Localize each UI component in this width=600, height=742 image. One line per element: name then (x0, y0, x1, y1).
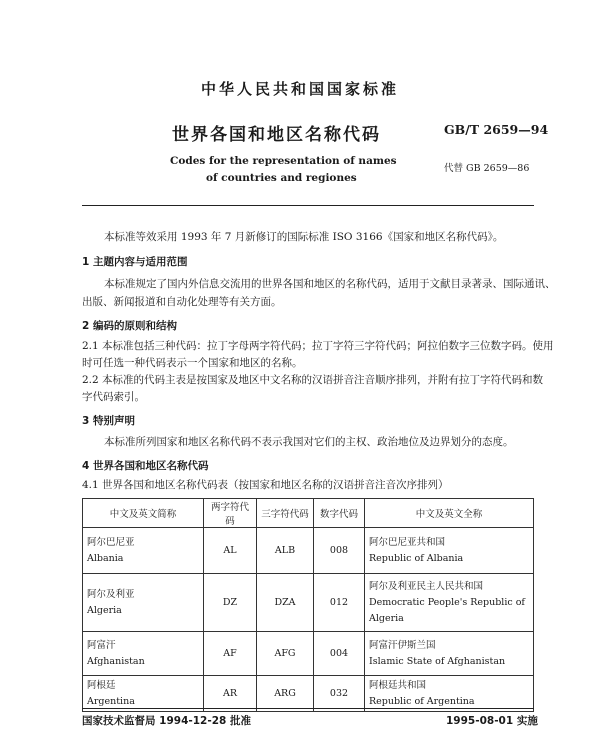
alpha3-code: ALB (257, 528, 314, 574)
alpha2-code: AL (204, 528, 257, 574)
footer-rule (82, 708, 534, 709)
col-header-full-name: 中文及英文全称 (365, 499, 534, 528)
table-row (83, 528, 534, 574)
short-name-cell (83, 632, 204, 676)
section-2-2-line1: 2.2 本标准的代码主表是按国家及地区中文名称的汉语拼音注音顺序排列，并附有拉丁字符代码和数 (82, 374, 544, 386)
table-header-row (83, 499, 534, 528)
full-name-line: Democratic People's Republic of (369, 596, 525, 608)
section-1-heading: 1 主题内容与适用范围 (82, 256, 188, 268)
issued-by: 国家技术监督局 1994-12-28 批准 (82, 715, 251, 727)
alpha3-code: DZA (257, 574, 314, 632)
intro-paragraph: 本标准等效采用 1993 年 7 月新修订的国际标准 ISO 3166《国家和地区名称代码》。 (104, 231, 504, 243)
full-name-line: 阿根廷共和国 (369, 679, 427, 691)
alpha3-code: AFG (257, 632, 314, 676)
standard-org-title: 中华人民共和国国家标准 (200, 80, 399, 98)
effective-date: 1995-08-01 实施 (446, 715, 538, 727)
short-name-cn: 阿尔巴尼亚 (87, 536, 135, 548)
short-name-cn: 阿根廷 (87, 679, 116, 691)
section-2-1-line2: 时可任选一种代码表示一个国家和地区的名称。 (82, 357, 303, 369)
full-name-cell (365, 528, 534, 574)
section-4-heading: 4 世界各国和地区名称代码 (82, 460, 209, 472)
full-name-cell (365, 676, 534, 712)
numeric-code: 032 (314, 676, 365, 712)
alpha2-code: DZ (204, 574, 257, 632)
col-header-alpha2: 两字符代码 (204, 499, 257, 528)
section-2-heading: 2 编码的原则和结构 (82, 320, 177, 332)
short-name-cell (83, 528, 204, 574)
section-3-text: 本标准所列国家和地区名称代码不表示我国对它们的主权、政治地位及边界划分的态度。 (104, 436, 514, 448)
full-name-line: Algeria (369, 612, 404, 624)
full-name-line: Republic of Albania (369, 552, 464, 564)
table-caption: 4.1 世界各国和地区名称代码表（按国家和地区名称的汉语拼音注音次序排列） (82, 479, 449, 491)
replaces-standard: 代替 GB 2659—86 (444, 163, 530, 174)
section-1-text-line1: 本标准规定了国内外信息交流用的世界各国和地区的名称代码，适用于文献目录著录、国际通讯、 (104, 278, 556, 290)
numeric-code: 004 (314, 632, 365, 676)
short-name-cell (83, 676, 204, 712)
section-1-text-line2: 出版、新闻报道和自动化处理等有关方面。 (82, 296, 282, 308)
full-name-line: Republic of Argentina (369, 695, 475, 707)
full-name-line: 阿富汗伊斯兰国 (369, 639, 436, 651)
full-name-line: 阿尔巴尼亚共和国 (369, 536, 446, 548)
short-name-cn: 阿富汗 (87, 639, 116, 651)
section-3-heading: 3 特别声明 (82, 415, 135, 427)
table-row (83, 676, 534, 712)
numeric-code: 012 (314, 574, 365, 632)
alpha3-code: ARG (257, 676, 314, 712)
full-name-cell (365, 574, 534, 632)
short-name-cn: 阿尔及利亚 (87, 588, 135, 600)
english-title-line2: of countries and regiones (206, 172, 357, 184)
standard-number: GB/T 2659—94 (444, 122, 549, 137)
col-header-alpha3: 三字符代码 (257, 499, 314, 528)
full-name-line: 阿尔及利亚民主人民共和国 (369, 580, 484, 592)
english-title-line1: Codes for the representation of names (170, 155, 397, 167)
header-rule (82, 205, 534, 206)
short-name-en: Argentina (87, 695, 135, 707)
section-2-1-line1: 2.1 本标准包括三种代码：拉丁字母两字符代码；拉丁字符三字符代码；阿拉伯数字三位数字码。使用 (82, 340, 554, 352)
short-name-cell (83, 574, 204, 632)
alpha2-code: AR (204, 676, 257, 712)
col-header-short-name: 中文及英文简称 (83, 499, 204, 528)
short-name-en: Albania (87, 552, 124, 564)
country-codes-table (82, 498, 534, 712)
table-row (83, 632, 534, 676)
numeric-code: 008 (314, 528, 365, 574)
section-2-2-line2: 字代码索引。 (82, 391, 145, 403)
col-header-numeric: 数字代码 (314, 499, 365, 528)
alpha2-code: AF (204, 632, 257, 676)
short-name-en: Algeria (87, 604, 122, 616)
table-row (83, 574, 534, 632)
full-name-cell (365, 632, 534, 676)
full-name-line: Islamic State of Afghanistan (369, 655, 506, 667)
document-title: 世界各国和地区名称代码 (172, 125, 381, 145)
short-name-en: Afghanistan (87, 655, 145, 667)
